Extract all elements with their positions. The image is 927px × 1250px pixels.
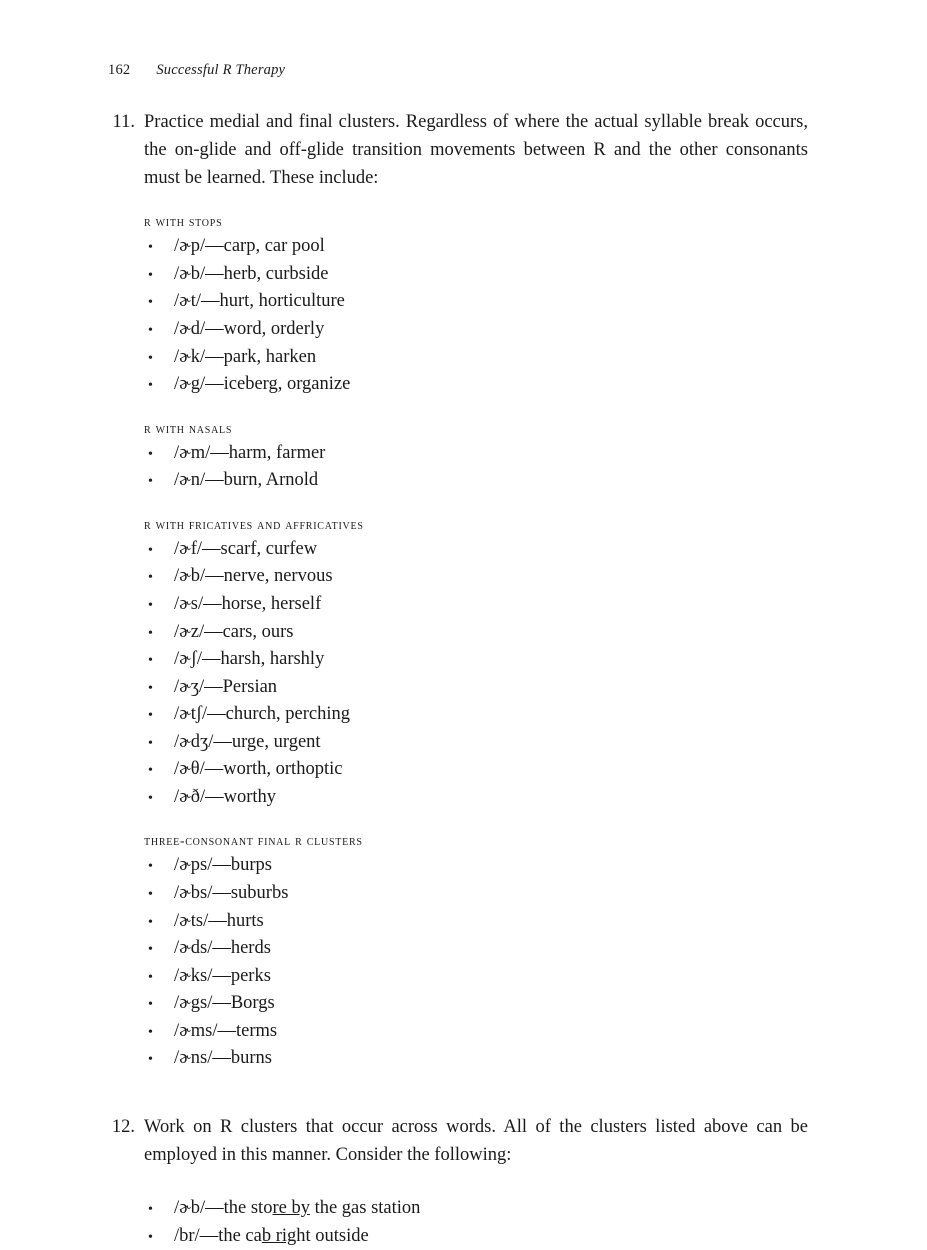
running-head <box>108 62 819 79</box>
example-prefix: /br/—the ca <box>174 1225 262 1246</box>
bullet-icon: • <box>148 887 153 903</box>
list-item <box>144 371 808 399</box>
cluster-entry: /ɚð/—worthy <box>174 786 277 807</box>
group-r-with-nasals <box>144 421 808 495</box>
cluster-entry: /ɚm/—harm, farmer <box>174 442 326 463</box>
example-entry <box>174 1223 808 1250</box>
bullet-icon: • <box>148 267 153 283</box>
cluster-entry: /ɚdʒ/—urge, urgent <box>174 731 321 752</box>
item-12-body <box>144 1113 808 1250</box>
list-item <box>144 1195 808 1223</box>
group-title: three-consonant final r clusters <box>144 833 363 849</box>
list-item <box>144 1223 808 1250</box>
list-item <box>144 288 808 316</box>
bullet-icon: • <box>148 323 153 339</box>
bullet-icon: • <box>148 1202 153 1218</box>
bullet-icon: • <box>148 653 153 669</box>
cluster-entry: /ɚg/—iceberg, organize <box>174 374 351 395</box>
cluster-list-fricatives <box>144 536 808 812</box>
item-11-paragraph: Practice medial and final clusters. Regardless of where the actual syllable break occurs, the on-glide and off-glide transition movements between R and the other consonants must be learned. These include: <box>144 112 808 189</box>
example-suffix: the gas station <box>309 1198 421 1219</box>
cluster-entry: /ɚbs/—suburbs <box>174 883 289 904</box>
cluster-entry: /ɚns/—burns <box>174 1048 272 1069</box>
cluster-entry: /ɚb/—herb, curbside <box>174 263 329 284</box>
bullet-icon: • <box>148 997 153 1013</box>
bullet-icon: • <box>148 763 153 779</box>
cluster-list-nasals <box>144 440 808 495</box>
list-item <box>144 1045 808 1073</box>
bullet-icon: • <box>148 295 153 311</box>
list-item <box>144 536 808 564</box>
cluster-entry: /ɚn/—burn, Arnold <box>174 470 319 491</box>
item-11-body <box>144 108 808 1073</box>
bullet-icon: • <box>148 378 153 394</box>
example-prefix: /ɚb/—the sto <box>174 1198 273 1219</box>
list-item-12 <box>108 1113 808 1250</box>
list-item <box>144 990 808 1018</box>
cluster-entry: /ɚtʃ/—church, perching <box>174 704 350 725</box>
list-item <box>144 1018 808 1046</box>
list-item <box>144 619 808 647</box>
book-title: Successful R Therapy <box>156 62 286 78</box>
cluster-entry: /ɚps/—burps <box>174 855 272 876</box>
bullet-icon: • <box>148 542 153 558</box>
bullet-icon: • <box>148 914 153 930</box>
bullet-icon: • <box>148 570 153 586</box>
cluster-entry: /ɚgs/—Borgs <box>174 993 275 1014</box>
list-item <box>144 563 808 591</box>
list-item <box>144 233 808 261</box>
list-item <box>144 935 808 963</box>
bullet-icon: • <box>148 859 153 875</box>
example-suffix: ht outside <box>296 1225 369 1246</box>
bullet-icon: • <box>148 1052 153 1068</box>
list-item <box>144 729 808 757</box>
cluster-list-three-consonant <box>144 852 808 1073</box>
list-item <box>144 344 808 372</box>
list-item <box>144 852 808 880</box>
cluster-entry: /ɚp/—carp, car pool <box>174 236 325 257</box>
list-item <box>144 591 808 619</box>
item-number-11: 11. <box>112 112 135 132</box>
cluster-entry: /ɚb/—nerve, nervous <box>174 566 333 587</box>
bullet-icon: • <box>148 240 153 256</box>
bullet-icon: • <box>148 474 153 490</box>
cluster-entry: /ɚds/—herds <box>174 938 271 959</box>
group-title: r with stops <box>144 214 223 230</box>
example-entry <box>174 1195 808 1223</box>
cluster-entry: /ɚθ/—worth, orthoptic <box>174 759 343 780</box>
bullet-icon: • <box>148 1024 153 1040</box>
bullet-icon: • <box>148 597 153 613</box>
bullet-icon: • <box>148 625 153 641</box>
group-three-consonant-final <box>144 833 808 1073</box>
cluster-entry: /ɚʃ/—harsh, harshly <box>174 649 325 670</box>
cluster-list-cross-word <box>144 1195 808 1250</box>
bullet-icon: • <box>148 446 153 462</box>
example-underlined: re by <box>272 1198 310 1219</box>
cluster-entry: /ɚms/—terms <box>174 1020 278 1041</box>
list-item <box>144 701 808 729</box>
list-item <box>144 756 808 784</box>
list-item <box>144 880 808 908</box>
item-12-paragraph: Work on R clusters that occur across words. All of the clusters listed above can be employed in this manner. Consider the following: <box>144 1116 808 1166</box>
list-item <box>144 440 808 468</box>
list-item-11 <box>108 108 808 1073</box>
cluster-entry: /ɚk/—park, harken <box>174 346 317 367</box>
list-item <box>144 674 808 702</box>
cluster-entry: /ɚs/—horse, herself <box>174 593 322 614</box>
cluster-entry: /ɚt/—hurt, horticulture <box>174 291 345 312</box>
bullet-icon: • <box>148 942 153 958</box>
page-number: 162 <box>108 62 131 78</box>
cross-word-examples <box>144 1195 808 1250</box>
bullet-icon: • <box>148 1229 153 1245</box>
example-underlined: b rig <box>261 1225 297 1246</box>
bullet-icon: • <box>148 735 153 751</box>
bullet-icon: • <box>148 790 153 806</box>
page-body <box>108 100 808 1250</box>
list-item <box>144 261 808 289</box>
bullet-icon: • <box>148 708 153 724</box>
cluster-entry: /ɚd/—word, orderly <box>174 319 325 340</box>
group-title: r with nasals <box>144 420 233 436</box>
list-item <box>144 646 808 674</box>
group-r-with-stops <box>144 214 808 398</box>
cluster-entry: /ɚks/—perks <box>174 965 271 986</box>
bullet-icon: • <box>148 680 153 696</box>
list-item <box>144 908 808 936</box>
item-number-12: 12. <box>111 1116 135 1137</box>
list-item <box>144 963 808 991</box>
cluster-entry: /ɚʒ/—Persian <box>174 676 278 697</box>
list-item <box>144 316 808 344</box>
cluster-list-stops <box>144 233 808 398</box>
group-r-with-fricatives <box>144 517 808 812</box>
cluster-entry: /ɚf/—scarf, curfew <box>174 538 318 559</box>
group-title: r with fricatives and affricatives <box>144 516 364 532</box>
cluster-entry: /ɚz/—cars, ours <box>174 621 294 642</box>
list-item <box>144 784 808 812</box>
bullet-icon: • <box>148 969 153 985</box>
cluster-entry: /ɚts/—hurts <box>174 910 264 931</box>
list-item <box>144 467 808 495</box>
bullet-icon: • <box>148 350 153 366</box>
